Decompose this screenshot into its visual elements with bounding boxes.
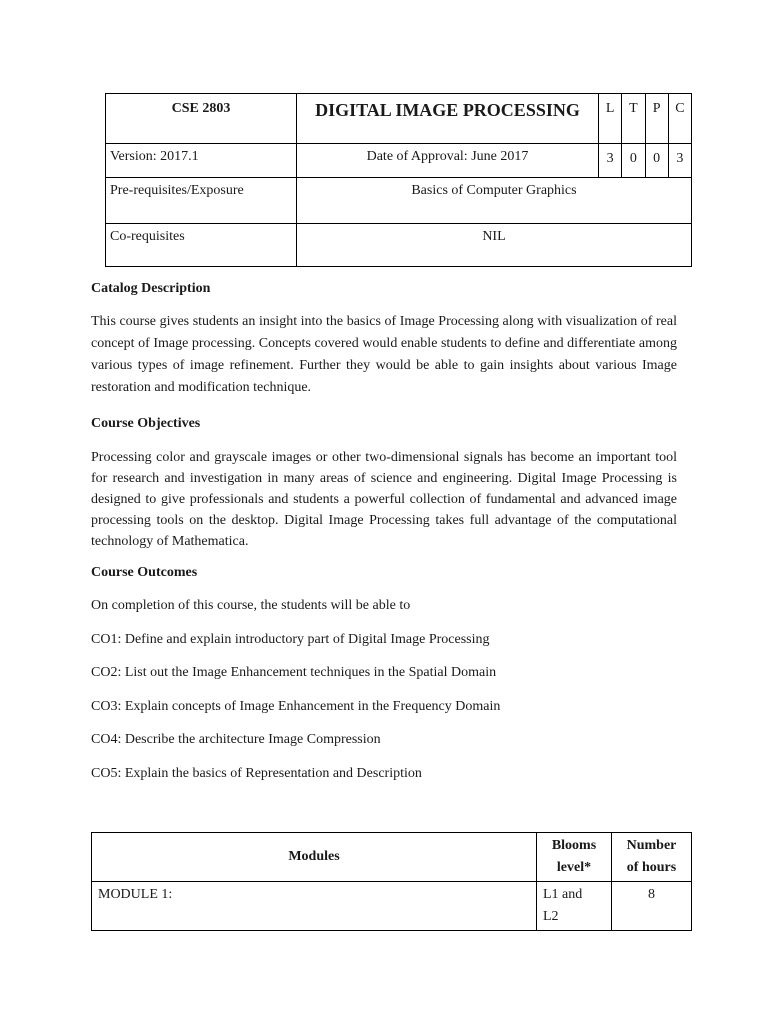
- prereq-label: Pre-requisites/Exposure: [106, 178, 297, 224]
- hours-header-line1: Number: [626, 838, 677, 853]
- prereq-value: Basics of Computer Graphics: [296, 178, 691, 224]
- hours-header-line2: of hours: [626, 860, 677, 875]
- hours-col-header: [612, 833, 692, 882]
- coreq-value: NIL: [296, 224, 691, 267]
- outcomes-heading: Course Outcomes: [91, 565, 198, 580]
- header-row-version: [106, 144, 692, 178]
- outcome-item: CO1: Define and explain introductory part of Digital Image Processing: [91, 632, 490, 647]
- header-row-prereq: [106, 178, 692, 224]
- table-row: [92, 882, 692, 931]
- course-title: DIGITAL IMAGE PROCESSING: [296, 94, 598, 144]
- course-version: Version: 2017.1: [106, 144, 297, 178]
- objectives-text: Processing color and grayscale images or other two-dimensional signals has become an important tool for research and investigation in many areas of science and engineering. Digital Image Processing is designed to give professionals and students a powerful collection of fundamental and advanced image processing tools on the desktop. Digital Image Processing takes full advantage of the computational technology of Mathematica.: [91, 450, 677, 549]
- course-header-table: [105, 93, 692, 267]
- modules-header-row: [92, 833, 692, 882]
- ltpc-value-t: 0: [622, 144, 645, 178]
- objectives-heading: Course Objectives: [91, 416, 201, 431]
- coreq-label: Co-requisites: [106, 224, 297, 267]
- blooms-col-header: [537, 833, 612, 882]
- module-blooms-line2: L2: [543, 909, 559, 924]
- header-row-coreq: [106, 224, 692, 267]
- modules-col-header: Modules: [92, 833, 537, 882]
- ltpc-value-l: 3: [599, 144, 622, 178]
- outcome-item: CO3: Explain concepts of Image Enhancement in the Frequency Domain: [91, 699, 501, 714]
- ltpc-label-p: P: [645, 94, 668, 144]
- outcomes-intro: On completion of this course, the students will be able to: [91, 598, 411, 613]
- ltpc-label-t: T: [622, 94, 645, 144]
- catalog-heading: Catalog Description: [91, 281, 211, 296]
- catalog-text: This course gives students an insight into the basics of Image Processing along with visualization of real concept of Image processing. Concepts covered would enable students to define and differentiate among various types of image refinement. Further they would be able to gain insights about various Image restoration and modification technique.: [91, 314, 677, 395]
- outcome-item: CO2: List out the Image Enhancement techniques in the Spatial Domain: [91, 665, 497, 680]
- ltpc-value-p: 0: [645, 144, 668, 178]
- module-blooms-line1: L1 and: [543, 887, 583, 902]
- module-hours: 8: [612, 882, 692, 931]
- blooms-header-line1: Blooms: [551, 838, 597, 853]
- outcome-item: CO5: Explain the basics of Representation and Description: [91, 766, 422, 781]
- course-code: CSE 2803: [106, 94, 297, 144]
- module-name: MODULE 1:: [92, 882, 537, 931]
- approval-date: Date of Approval: June 2017: [296, 144, 598, 178]
- ltpc-label-c: C: [668, 94, 691, 144]
- blooms-header-line2: level*: [556, 860, 592, 875]
- modules-table: [91, 832, 692, 931]
- ltpc-value-c: 3: [668, 144, 691, 178]
- header-row-title: [106, 94, 692, 144]
- outcome-item: CO4: Describe the architecture Image Compression: [91, 732, 381, 747]
- ltpc-label-l: L: [599, 94, 622, 144]
- module-blooms: [537, 882, 612, 931]
